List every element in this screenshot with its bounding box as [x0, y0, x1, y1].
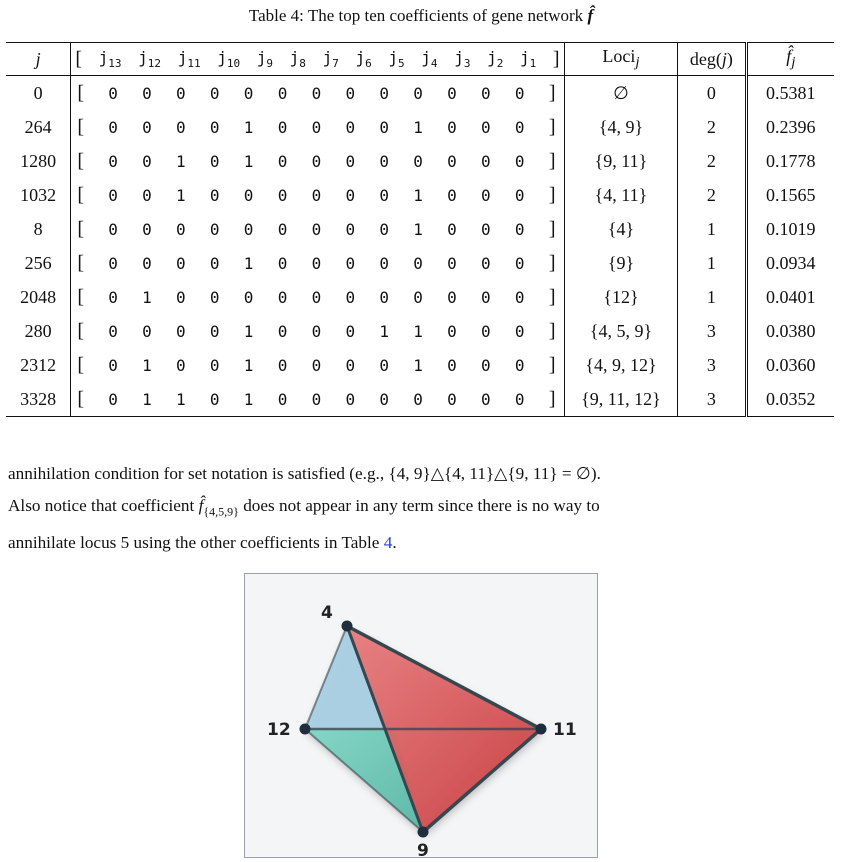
table-ref-link[interactable]: 4 — [383, 533, 393, 553]
bit-value: 0 — [243, 287, 254, 307]
cell-j: 280 — [24, 320, 52, 341]
bit-value: 0 — [209, 389, 220, 409]
row-close-bracket: ] — [548, 251, 556, 274]
table-row — [6, 178, 834, 212]
bit-value: 0 — [108, 389, 118, 409]
bit-value: 0 — [481, 185, 491, 205]
bit-value: 0 — [481, 287, 491, 307]
bit-value: 0 — [447, 117, 457, 137]
row-open-bracket: [ — [77, 319, 84, 342]
bit-value: 0 — [108, 253, 118, 273]
bit-value: 1 — [243, 355, 254, 375]
bit-value: 0 — [345, 253, 356, 273]
table-header-row — [6, 43, 834, 76]
bit-value: 0 — [176, 321, 186, 341]
node-label-11: 11 — [553, 720, 577, 740]
bit-value: 0 — [243, 83, 254, 103]
bit-value: 0 — [277, 253, 288, 273]
bit-value: 1 — [142, 355, 152, 375]
bit-value: 0 — [345, 389, 356, 409]
node-label-12: 12 — [267, 720, 291, 740]
bit-value: 1 — [379, 321, 389, 341]
row-close-bracket: ] — [548, 353, 556, 376]
header-bits — [71, 43, 564, 76]
row-open-bracket: [ — [77, 353, 84, 376]
table-row — [6, 280, 834, 314]
row-open-bracket: [ — [77, 149, 84, 172]
table-row — [6, 212, 834, 246]
bit-value: 0 — [447, 253, 457, 273]
bit-value: 1 — [243, 117, 254, 137]
header-deg: deg(j) — [678, 43, 746, 76]
table-caption — [0, 6, 842, 26]
bit-value: 0 — [345, 117, 356, 137]
bit-value: 0 — [413, 389, 423, 409]
cell-fhat: 0.1778 — [766, 150, 816, 171]
bit-value: 0 — [209, 83, 220, 103]
bit-value: 0 — [209, 219, 220, 239]
bit-value: 0 — [311, 219, 322, 239]
bit-value: 1 — [176, 151, 186, 171]
header-j: j — [6, 43, 71, 76]
bit-value: 0 — [142, 117, 152, 137]
cell-bits — [71, 144, 564, 178]
bit-value: 0 — [481, 253, 491, 273]
cell-j: 256 — [24, 252, 52, 273]
bit-value: 0 — [209, 321, 220, 341]
cell-bits — [71, 76, 564, 111]
bit-value: 0 — [108, 321, 118, 341]
row-open-bracket: [ — [77, 183, 84, 206]
cell-loci: {4, 5, 9} — [564, 314, 678, 348]
bit-value: 0 — [108, 117, 118, 137]
bit-value: 0 — [176, 219, 186, 239]
cell-bits — [71, 178, 564, 212]
bit-value: 0 — [209, 253, 220, 273]
bit-value: 1 — [243, 389, 254, 409]
cell-deg: 1 — [678, 212, 746, 246]
row-close-bracket: ] — [548, 285, 556, 308]
row-open-bracket: [ — [77, 285, 84, 308]
bit-value: 0 — [277, 219, 288, 239]
bit-value: 0 — [345, 151, 356, 171]
table-row — [6, 144, 834, 178]
bit-header: $j_4$ — [421, 47, 438, 71]
bit-value: 1 — [142, 389, 152, 409]
bit-value: 0 — [481, 219, 491, 239]
cell-loci: ∅ — [564, 76, 678, 111]
bit-value: 0 — [447, 219, 457, 239]
bits-open-bracket: [ — [75, 47, 82, 70]
row-close-bracket: ] — [548, 387, 556, 410]
cell-loci: {9, 11, 12} — [564, 382, 678, 417]
para-line-3-start: annihilate locus 5 using the other coefficients in Table — [8, 533, 384, 553]
bit-value: 1 — [176, 389, 186, 409]
bit-value: 0 — [514, 321, 525, 341]
cell-deg: 2 — [678, 110, 746, 144]
bit-value: 0 — [379, 355, 389, 375]
cell-fhat: 0.0380 — [766, 320, 816, 341]
row-open-bracket: [ — [77, 217, 84, 240]
bits-close-bracket: ] — [552, 47, 560, 70]
bit-value: 1 — [243, 151, 254, 171]
bit-value: 0 — [514, 287, 525, 307]
cell-fhat: 0.0360 — [766, 354, 816, 375]
header-fhat: $f̂_j$ — [746, 43, 834, 76]
bit-value: 0 — [277, 83, 288, 103]
bit-header: $j_1$ — [520, 47, 537, 71]
caption-symbol: f̂ — [587, 6, 594, 25]
bit-value: 0 — [413, 287, 423, 307]
bit-header: $j_6$ — [355, 47, 372, 71]
bit-header: $j_8$ — [289, 47, 306, 71]
bit-value: 0 — [413, 83, 423, 103]
cell-deg: 3 — [678, 314, 746, 348]
network-diagram — [245, 574, 597, 857]
bit-header: $j_5$ — [388, 47, 405, 71]
bit-value: 0 — [311, 253, 322, 273]
bit-value: 0 — [514, 253, 525, 273]
bit-value: 0 — [481, 321, 491, 341]
bit-value: 0 — [345, 83, 356, 103]
bit-value: 1 — [413, 321, 423, 341]
table-row — [6, 382, 834, 417]
para-line-3 — [8, 527, 838, 559]
bit-value: 0 — [379, 185, 389, 205]
cell-fhat: 0.0352 — [746, 382, 834, 417]
cell-bits — [71, 382, 564, 417]
row-open-bracket: [ — [77, 251, 84, 274]
bit-value: 0 — [379, 83, 389, 103]
bit-value: 0 — [142, 83, 152, 103]
bit-value: 0 — [209, 355, 220, 375]
table-row — [6, 76, 834, 111]
cell-deg: 3 — [678, 382, 746, 417]
cell-j: 264 — [24, 116, 52, 137]
cell-deg: 3 — [678, 348, 746, 382]
node-label-4: 4 — [321, 603, 333, 623]
para-line-2-end: does not appear in any term since there is no way to — [238, 496, 600, 515]
cell-deg: 1 — [678, 246, 746, 280]
cell-j: 3328 — [6, 382, 71, 417]
bit-value: 0 — [514, 151, 525, 171]
bit-header: $j_9$ — [256, 47, 274, 71]
bit-header: $j_2$ — [487, 47, 504, 71]
caption-text: Table 4: The top ten coefficients of gene network — [248, 6, 584, 25]
cell-deg: 2 — [678, 178, 746, 212]
cell-j: 2048 — [20, 286, 57, 307]
bit-value: 0 — [176, 355, 186, 375]
cell-j: 2312 — [20, 354, 57, 375]
bit-value: 0 — [176, 83, 186, 103]
cell-loci: {4} — [564, 212, 678, 246]
bit-header: $j_{10}$ — [217, 47, 241, 71]
table-body — [6, 76, 834, 417]
bit-value: 0 — [481, 355, 491, 375]
cell-j: 8 — [33, 218, 43, 239]
bit-value: 0 — [277, 389, 288, 409]
bit-value: 0 — [277, 321, 288, 341]
bit-value: 0 — [142, 321, 152, 341]
bit-value: 0 — [108, 355, 118, 375]
bit-value: 0 — [243, 219, 254, 239]
bit-value: 0 — [311, 355, 322, 375]
row-open-bracket: [ — [77, 81, 84, 104]
bit-value: 0 — [142, 253, 152, 273]
bit-value: 0 — [277, 355, 288, 375]
cell-deg: 1 — [678, 280, 746, 314]
bit-value: 0 — [379, 287, 389, 307]
bit-value: 0 — [413, 151, 423, 171]
bit-value: 0 — [311, 151, 322, 171]
bit-header: $j_{12}$ — [138, 47, 162, 71]
bit-value: 0 — [514, 355, 525, 375]
cell-loci: {12} — [564, 280, 678, 314]
bit-value: 0 — [176, 253, 186, 273]
bit-value: 0 — [277, 151, 288, 171]
cell-fhat: 0.0934 — [766, 252, 816, 273]
row-close-bracket: ] — [548, 319, 556, 342]
bit-value: 0 — [447, 151, 457, 171]
bit-header: $j_7$ — [322, 47, 339, 71]
bit-value: 0 — [108, 185, 118, 205]
cell-fhat: 0.2396 — [766, 116, 816, 137]
bit-value: 0 — [142, 185, 152, 205]
bit-value: 0 — [379, 253, 389, 273]
bit-value: 1 — [243, 253, 254, 273]
bit-value: 0 — [108, 219, 118, 239]
bit-value: 0 — [243, 185, 254, 205]
bit-value: 0 — [311, 117, 322, 137]
cell-bits — [71, 314, 564, 348]
table-row — [6, 246, 834, 280]
coefficient-table — [6, 42, 834, 417]
para-line-2 — [8, 490, 838, 527]
cell-bits — [71, 110, 564, 144]
bit-value: 0 — [142, 219, 152, 239]
bit-value: 0 — [481, 151, 491, 171]
bit-value: 0 — [447, 185, 457, 205]
bit-value: 0 — [514, 117, 525, 137]
node-label-9: 9 — [417, 841, 429, 857]
cell-j: 1032 — [20, 184, 57, 205]
bit-header: $j_{13}$ — [98, 47, 122, 71]
bit-header: $j_{11}$ — [177, 47, 201, 71]
cell-fhat: 0.1565 — [766, 184, 816, 205]
cell-j: 0 — [33, 82, 43, 103]
table-row — [6, 110, 834, 144]
cell-fhat: 0.1019 — [766, 218, 816, 239]
bit-value: 0 — [176, 117, 186, 137]
bit-header: $j_3$ — [454, 47, 471, 71]
para-line-1: annihilation condition for set notation is satisfied (e.g., {4, 9}△{4, 11}△{9, 11} = ∅). — [8, 464, 601, 483]
bit-value: 0 — [209, 151, 220, 171]
row-close-bracket: ] — [548, 81, 556, 104]
bit-value: 0 — [447, 389, 457, 409]
table-row — [6, 348, 834, 382]
bit-value: 0 — [345, 321, 356, 341]
bit-value: 1 — [413, 219, 423, 239]
bit-value: 0 — [108, 151, 118, 171]
bit-value: 0 — [277, 185, 288, 205]
cell-bits — [71, 212, 564, 246]
bit-value: 0 — [108, 83, 118, 103]
bit-value: 1 — [413, 117, 423, 137]
cell-loci: {4, 9} — [564, 110, 678, 144]
cell-loci: {4, 11} — [564, 178, 678, 212]
body-paragraph — [8, 458, 838, 559]
bit-value: 0 — [311, 389, 322, 409]
cell-fhat: 0.5381 — [766, 82, 816, 103]
header-loci: Loci$_j$ — [564, 43, 678, 76]
bit-value: 0 — [379, 389, 389, 409]
node-12 — [300, 724, 311, 735]
bit-value: 1 — [142, 287, 152, 307]
bit-value: 0 — [379, 117, 389, 137]
bit-value: 0 — [311, 287, 322, 307]
bit-value: 0 — [142, 151, 152, 171]
bit-value: 1 — [413, 355, 423, 375]
row-close-bracket: ] — [548, 115, 556, 138]
bit-value: 0 — [209, 287, 220, 307]
cell-j: 1280 — [20, 150, 57, 171]
bit-value: 0 — [209, 117, 220, 137]
cell-loci: {4, 9, 12} — [564, 348, 678, 382]
cell-fhat: 0.0401 — [766, 286, 816, 307]
coef-subscript: {4,5,9} — [203, 504, 239, 519]
bit-value: 0 — [277, 287, 288, 307]
cell-deg: 0 — [678, 76, 746, 111]
bit-value: 0 — [481, 83, 491, 103]
bit-value: 0 — [311, 83, 322, 103]
bit-value: 0 — [176, 287, 186, 307]
bit-value: 0 — [345, 355, 356, 375]
bit-value: 0 — [514, 219, 525, 239]
row-close-bracket: ] — [548, 217, 556, 240]
bit-value: 0 — [311, 185, 322, 205]
cell-loci: {9} — [564, 246, 678, 280]
bit-value: 0 — [447, 355, 457, 375]
cell-bits — [71, 246, 564, 280]
bit-value: 0 — [379, 219, 389, 239]
node-11 — [536, 724, 547, 735]
bit-value: 0 — [447, 83, 457, 103]
cell-bits — [71, 348, 564, 382]
coef-symbol: f̂ — [198, 496, 204, 515]
bit-value: 0 — [413, 253, 423, 273]
network-figure — [244, 573, 598, 858]
bit-value: 0 — [379, 151, 389, 171]
bit-value: 0 — [209, 185, 220, 205]
bit-value: 0 — [481, 117, 491, 137]
bit-value: 0 — [345, 287, 356, 307]
bit-value: 0 — [514, 185, 525, 205]
cell-deg: 2 — [678, 144, 746, 178]
cell-loci: {9, 11} — [564, 144, 678, 178]
bit-value: 0 — [447, 321, 457, 341]
bit-value: 0 — [311, 321, 322, 341]
bit-value: 0 — [345, 185, 356, 205]
node-9 — [418, 827, 429, 838]
bit-value: 0 — [481, 389, 491, 409]
bit-value: 0 — [277, 117, 288, 137]
row-open-bracket: [ — [77, 115, 84, 138]
para-line-3-end: . — [392, 533, 397, 553]
row-close-bracket: ] — [548, 149, 556, 172]
para-line-2-start: Also notice that coefficient — [8, 496, 199, 515]
bit-value: 0 — [447, 287, 457, 307]
cell-bits — [71, 280, 564, 314]
row-close-bracket: ] — [548, 183, 556, 206]
node-4 — [342, 621, 353, 632]
bit-value: 0 — [108, 287, 118, 307]
bit-value: 1 — [176, 185, 186, 205]
bit-value: 1 — [243, 321, 254, 341]
bit-value: 0 — [514, 83, 525, 103]
bit-value: 1 — [413, 185, 423, 205]
bit-value: 0 — [514, 389, 525, 409]
bit-value: 0 — [345, 219, 356, 239]
row-open-bracket: [ — [77, 387, 84, 410]
table-row — [6, 314, 834, 348]
